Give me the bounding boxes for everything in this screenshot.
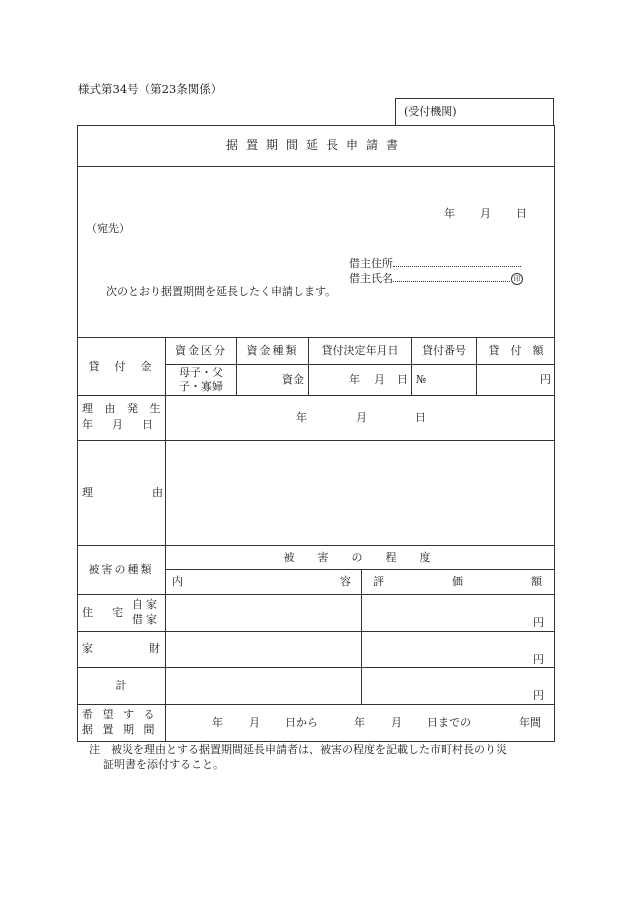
decision-month: 月 xyxy=(374,373,385,386)
loan-header-amount: 貸 付 額 xyxy=(488,344,544,357)
reason-day: 日 xyxy=(415,411,426,424)
borrower-name-row xyxy=(349,269,523,286)
loan-header-type: 資金種類 xyxy=(246,344,299,357)
eval-col-left: 評 xyxy=(373,575,384,588)
request-text: 次のとおり据置期間を延長したく申請します。 xyxy=(106,285,337,298)
loan-number-prefix: № xyxy=(416,373,427,386)
household-label-right: 財 xyxy=(149,642,160,655)
loan-label: 貸 付 金 xyxy=(88,360,154,373)
total-yen: 円 xyxy=(533,689,544,702)
household-divider xyxy=(77,667,555,668)
eval-col-right: 額 xyxy=(531,575,542,588)
borrower-name-field[interactable] xyxy=(393,269,510,282)
ext-year-1: 年 xyxy=(212,716,223,729)
ext-from: 日から xyxy=(285,716,318,729)
reason-label: 理 由 xyxy=(82,486,166,499)
housing-divider xyxy=(77,631,555,632)
fund-category-line-2: 子・寡婦 xyxy=(179,380,223,393)
fund-category-line-1: 母子・父 xyxy=(179,366,223,379)
reason-divider xyxy=(77,545,555,546)
header-section-divider xyxy=(77,337,555,338)
borrower-address-label: 借主住所 xyxy=(349,257,393,270)
note-line-1: 注 被災を理由とする据置期間延長申請者は、被害の程度を記載した市町村長のり災 xyxy=(89,743,507,756)
housing-own: 自家 xyxy=(132,598,160,611)
addressee: （宛先） xyxy=(86,222,130,235)
reason-month: 月 xyxy=(356,411,367,424)
note-line-2: 証明書を添付すること。 xyxy=(103,758,224,771)
loan-header-decision-date: 貸付決定年月日 xyxy=(321,344,399,357)
housing-yen: 円 xyxy=(533,616,544,629)
content-col-right: 容 xyxy=(340,575,351,588)
eval-col-mid: 価 xyxy=(452,575,463,588)
total-label: 計 xyxy=(115,679,127,692)
loan-amount-unit: 円 xyxy=(540,373,551,386)
reason-field[interactable] xyxy=(166,441,554,544)
ext-month-1: 月 xyxy=(249,716,260,729)
damage-type-label: 被害の種類 xyxy=(88,563,154,576)
date-month: 月 xyxy=(480,207,491,220)
decision-day: 日 xyxy=(397,373,408,386)
ext-until: 日までの xyxy=(427,716,471,729)
extension-label-1: 希 望 す る xyxy=(82,708,158,721)
loan-row-divider xyxy=(77,395,555,396)
date-day: 日 xyxy=(516,207,527,220)
reason-year: 年 xyxy=(296,411,307,424)
household-label-left: 家 xyxy=(82,642,93,655)
damage-col-line xyxy=(361,569,362,704)
ext-years: 年間 xyxy=(519,716,541,729)
damage-header-divider xyxy=(165,569,555,570)
date-year: 年 xyxy=(444,207,455,220)
extension-label-2: 据 置 期 間 xyxy=(82,723,158,736)
damage-header: 被 害 の 程 度 xyxy=(283,551,437,564)
ext-month-2: 月 xyxy=(391,716,402,729)
reception-label: (受付機関) xyxy=(404,105,457,118)
title-divider xyxy=(77,166,555,167)
form-number: 様式第34号（第23条関係） xyxy=(78,82,223,96)
loan-header-number: 貸付番号 xyxy=(422,344,466,357)
loan-header-divider xyxy=(165,364,555,365)
damage-subheader-divider xyxy=(77,594,555,595)
form-title: 据置期間延長申請書 xyxy=(225,138,406,152)
reception-box xyxy=(395,98,554,125)
content-col-left: 内 xyxy=(172,575,183,588)
reason-date-label-1: 理 由 発 生 xyxy=(82,402,165,415)
ext-year-2: 年 xyxy=(354,716,365,729)
loan-header-category: 資金区分 xyxy=(175,344,227,357)
fund-type-suffix: 資金 xyxy=(282,373,304,386)
total-divider xyxy=(77,704,555,705)
seal-mark: 印 xyxy=(511,273,523,285)
borrower-address-field[interactable] xyxy=(393,254,521,267)
decision-year: 年 xyxy=(349,373,360,386)
housing-rent: 借家 xyxy=(132,613,160,626)
household-yen: 円 xyxy=(533,653,544,666)
reason-date-label-2: 年 月 日 xyxy=(82,418,157,431)
housing-label: 住 宅 xyxy=(82,606,127,619)
borrower-name-label: 借主氏名 xyxy=(349,272,393,285)
